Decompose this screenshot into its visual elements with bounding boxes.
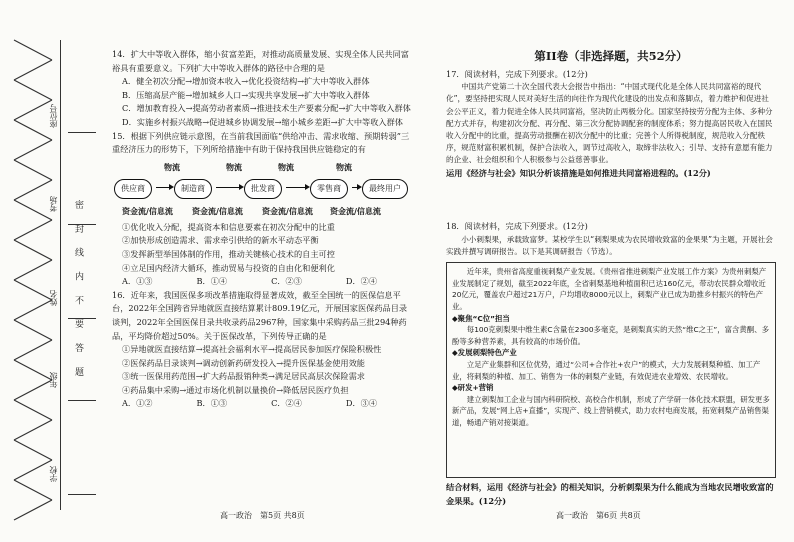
section-title: 第II卷（非选择题，共52分） xyxy=(534,49,688,63)
right-page-footer: 高一政治 第6页 共8页 xyxy=(556,511,641,520)
q18-box-heading-2: ◆发展刺梨特色产业 xyxy=(452,348,517,358)
flow-label-funds-info-2: 资金流/信息流 xyxy=(192,205,243,216)
q15-option-b: B．①④ xyxy=(196,276,228,287)
flow-label-logistics-3: 物流 xyxy=(278,161,294,172)
node-end-user: 最终用户 xyxy=(362,179,408,199)
q15-item-2: ②加快形成创造需求、需求牵引供给的新水平动态平衡 xyxy=(122,235,319,246)
exam-room-label: 考场 xyxy=(49,196,58,212)
q14-option-c: C．增加教育投入→提高劳动者素质→推进技术生产要素分配→扩大中等收入群体 xyxy=(122,103,411,114)
q18-box-para-3: 立足产业集群和区位优势，通过“公司+合作社+农户”的模式，大力发展刺梨种植、加工产业，将刺梨的种植、加工、销售为一体的刺梨产业链，有效促进农业增效、农民增收。 xyxy=(452,359,761,381)
q16-option-a: A．①② xyxy=(122,398,153,409)
seat-number-field[interactable] xyxy=(68,118,96,133)
left-column xyxy=(112,48,412,411)
binding-hatch-decoration xyxy=(8,0,54,542)
binding-line xyxy=(60,40,61,510)
arrow-wholesaler-to-retailer xyxy=(286,187,308,188)
q15-item-3: ③发挥新型举国体制的作用，推动关键核心技术的自主可控 xyxy=(122,248,335,259)
q18-box-para-1: 近年来，贵州省高度重视刺梨产业发展。《贵州省推进刺梨产业发展工作方案》为贵州刺梨产业发展制定了规划，截至2022年底，全省刺梨基地种植面积已达160亿元，带动农民群众增收近20亿元，覆盖农户超过21万户，户均增收8000元以上，刺梨产业已成为助推乡村振兴的特色产业。 xyxy=(452,267,767,311)
binding-warning-text: 密 封 线 内 不 要 答 题 xyxy=(73,200,83,383)
q18-box-heading-1: ◆聚焦“C位”担当 xyxy=(452,313,510,323)
q14-option-b: B．压缩高层产能→增加城乡人口→实现共享发展→扩大中等收入群体 xyxy=(122,89,370,100)
q17-question: 运用《经济与社会》知识分析该措施是如何推进共同富裕进程的。(12分) xyxy=(446,167,711,178)
node-wholesaler: 批发商 xyxy=(244,179,282,199)
flow-label-funds-info-3: 资金流/信息流 xyxy=(262,205,313,216)
node-supplier: 供应商 xyxy=(114,179,152,199)
name-field[interactable] xyxy=(68,304,96,319)
name-label: 姓名 xyxy=(49,290,58,306)
flow-label-logistics-2: 物流 xyxy=(226,161,242,172)
right-column xyxy=(446,48,776,508)
left-page-footer: 高一政治 第5页 共8页 xyxy=(220,511,305,520)
q17-answer-space[interactable] xyxy=(446,180,776,220)
node-manufacturer: 制造商 xyxy=(174,179,212,199)
q17-material: 中国共产党第二十次全国代表大会报告中指出：“中国式现代化是全体人民共同富裕的现代化”，要坚持把实现人民对美好生活的向往作为现代化建设的出发点和落脚点，着力维护和促进社会公平正义，着力促进全体人民共同富裕，坚决防止两极分化。国家坚持按劳分配为主体、多种分配方式并存，构建初次分配、再分配、第三次分配协调配套的制度体系；努力提高居民收入在国民收入分配中的比重，提高劳动报酬在初次分配中的比重；完善个人所得税制度，规范收入分配秩序，规范财富积累机制，保护合法收入，调节过高收入，取缔非法收入；引导、支持有意愿有能力的企业、社会组织和个人积极参与公益慈善事业。 xyxy=(446,82,773,165)
q16-item-2: ②医保药品目录谈判→调动创新药研发投入→提升医保基金使用效能 xyxy=(122,357,365,368)
q14-option-a: A．健全初次分配→增加资本收入→优化投资结构→扩大中等收入群体 xyxy=(122,76,370,87)
arrow-retailer-to-end-user xyxy=(352,187,360,188)
q15-option-c: C．②③ xyxy=(271,276,302,287)
q16-item-3: ③统一医保用药范围→扩大药品报销种类→满足居民高层次保险需求 xyxy=(122,371,365,382)
q18-intro: 小小刺梨果，承载致富梦。某校学生以“刺梨果成为农民增收致富的金果果”为主题，开展社会实践并撰写调研报告。以下是其调研报告（节选）。 xyxy=(446,234,773,256)
binding-margin xyxy=(8,0,100,542)
q18-report-box xyxy=(446,262,776,478)
q16-option-b: B．①③ xyxy=(196,398,228,409)
q18-stem: 18．阅读材料，完成下列要求。(12分) xyxy=(446,221,588,232)
q16-item-4: ④药品集中采购→通过市场化机制以量换价→降低居民医疗负担 xyxy=(122,384,349,395)
school-label: 学校 xyxy=(49,466,58,482)
q18-question: 结合材料，运用《经济与社会》的相关知识，分析刺梨果为什么能成为当地农民增收致富的金果果。(12分) xyxy=(446,482,774,506)
q15-option-d: D．②④ xyxy=(345,276,378,287)
flow-label-funds-info-1: 资金流/信息流 xyxy=(122,205,173,216)
q16-item-1: ①异地就医直接结算→提高社会福利水平→提高居民参加医疗保险积极性 xyxy=(122,344,382,355)
node-retailer: 零售商 xyxy=(310,179,348,199)
supply-chain-diagram xyxy=(112,159,412,217)
q15-option-a: A．①③ xyxy=(122,276,153,287)
q15-options xyxy=(112,275,412,289)
flow-label-logistics-4: 物流 xyxy=(336,161,352,172)
q18-box-para-4: 建立刺梨加工企业与国内科研院校、高校合作机制，形成了产学研一体化技术联盟，研发更多新产品，发展“网上店+直播”，实现产、线上营销模式，助力农村电商发展，拓宽刺梨产品销售渠道，畅通产销对接渠道。 xyxy=(452,394,770,427)
school-field[interactable] xyxy=(68,480,96,495)
q18-box-heading-3: ◆研发+营销 xyxy=(452,383,494,393)
q15-item-4: ④立足国内经济大循环，推动贸易与投资的自由化和便利化 xyxy=(122,262,335,273)
q16-options xyxy=(112,397,412,411)
q18-box-para-2: 每100克刺梨果中维生素C含量在2300多毫克，是刺梨真实的天然“维C之王”，富含黄酮、多酚等多种营养素，具有较高的市场价值。 xyxy=(452,325,769,346)
q15-stem: 15．根据下列供应链示意图，在当前我国面临“供给冲击、需求收缩、预期转弱”三重经济压力的形势下，下列所给措施中有助于保持我国供应链稳定的有 xyxy=(112,130,410,155)
q16-option-d: D．③④ xyxy=(345,398,378,409)
grade-field[interactable] xyxy=(68,386,96,401)
seat-number-label: 座位号 xyxy=(49,104,58,128)
q17-stem: 17．阅读材料，完成下列要求。(12分) xyxy=(446,68,588,79)
q14-option-d: D．实施乡村振兴战略→促进城乡协调发展→缩小城乡差距→扩大中等收入群体 xyxy=(122,116,403,127)
q14-stem: 14．扩大中等收入群体，缩小贫富差距，对推动高质量发展、实现全体人民共同富裕具有重要意义。下列扩大中等收入群体的路径中合理的是 xyxy=(112,49,409,73)
flow-label-logistics-1: 物流 xyxy=(164,161,180,172)
arrow-manufacturer-to-wholesaler xyxy=(216,187,242,188)
q15-item-1: ①优化收入分配，提高资本和信息要素在初次分配中的比重 xyxy=(122,221,335,232)
exam-room-field[interactable] xyxy=(68,210,96,225)
arrow-supplier-to-manufacturer xyxy=(156,187,172,188)
flow-label-funds-info-4: 资金流/信息流 xyxy=(330,205,381,216)
q16-stem: 16．近年来，我国医保多项改革措施取得显著成效，截至全国统一的医保信息平台，2022年全国跨省异地就医直接结算累计809.19亿元，开展国家医保药品目录谈判，2022年全国医保目录共收录药品2967种，国家集中采购药品三批294种药品，平均降价超过50%。关于医保改革，下列传导正确的是 xyxy=(112,289,408,341)
q16-option-c: C．②④ xyxy=(271,398,302,409)
grade-label: 年级 xyxy=(49,372,58,388)
